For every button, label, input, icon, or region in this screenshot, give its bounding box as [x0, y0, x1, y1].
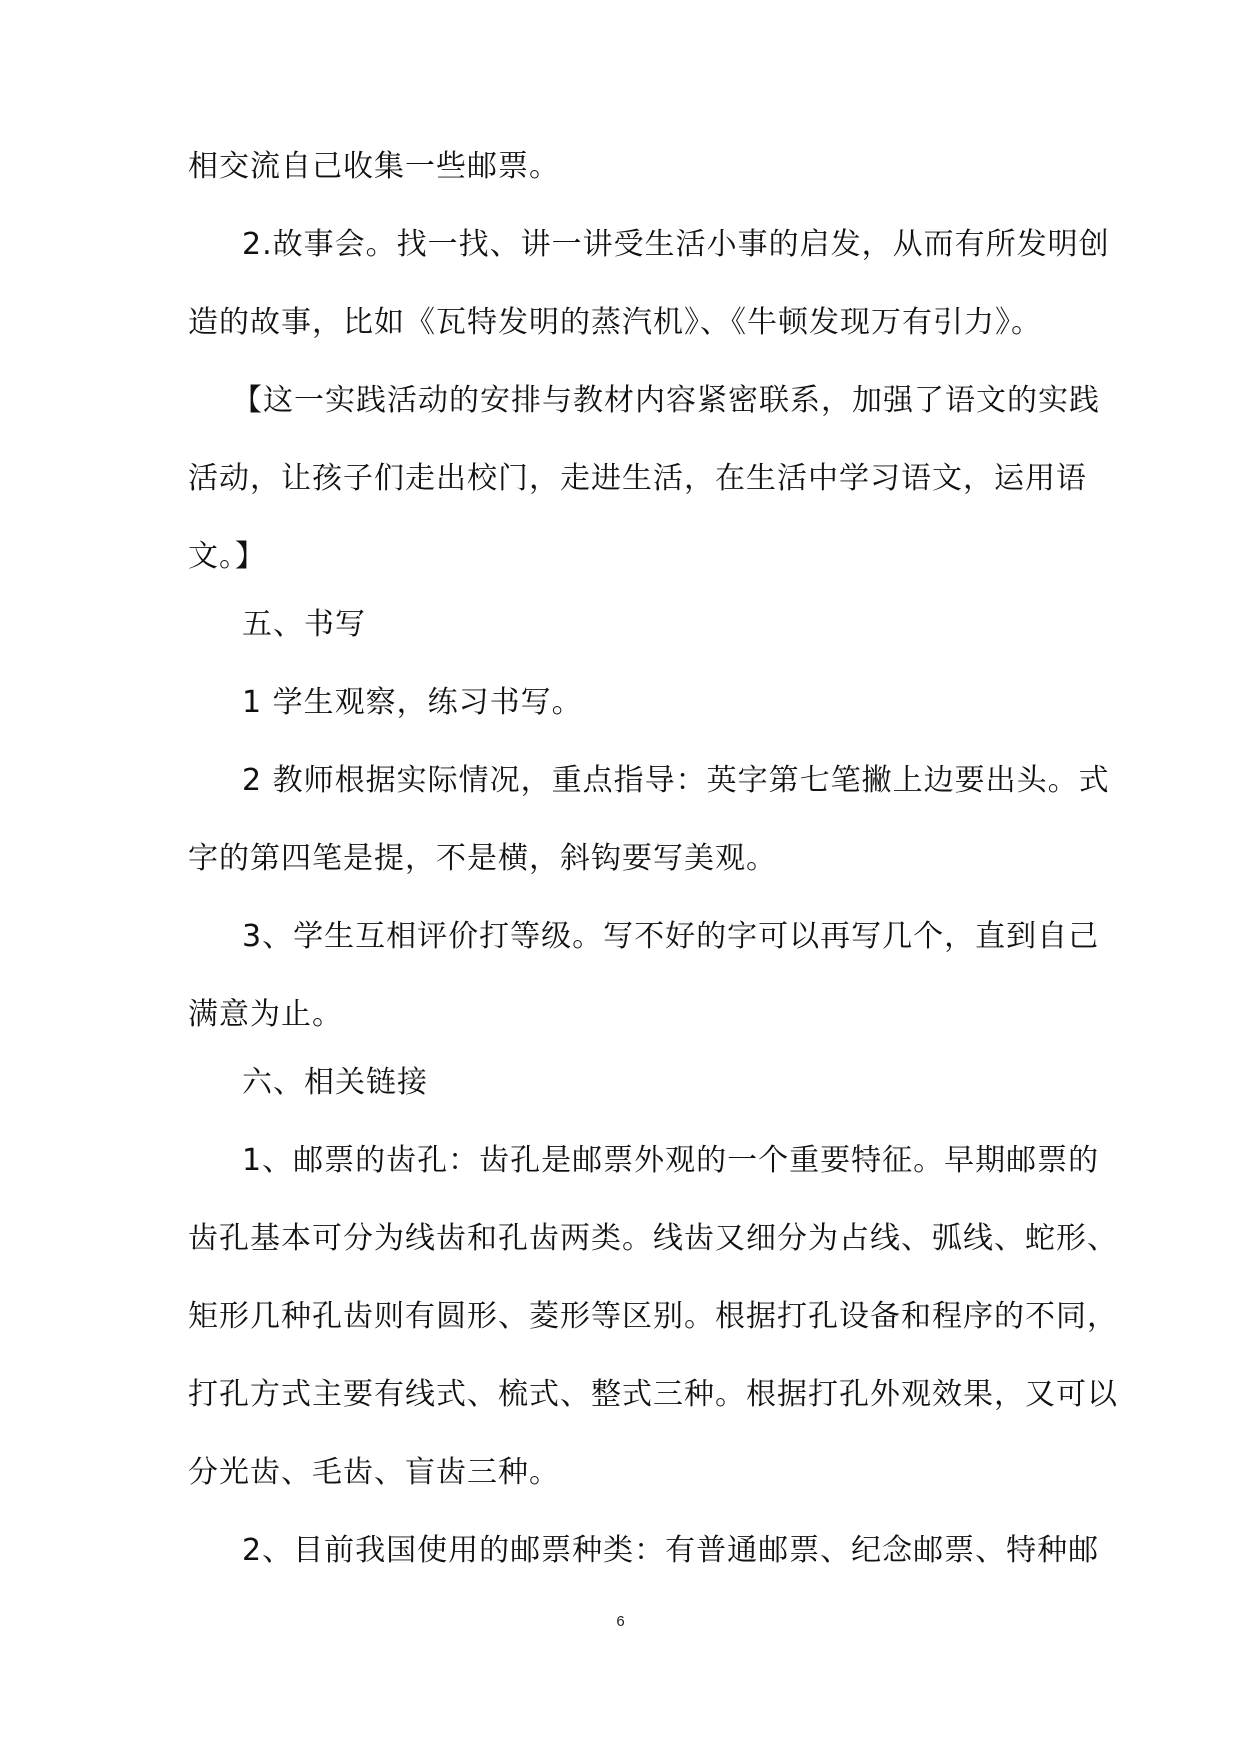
text-line: 矩形几种孔齿则有圆形、菱形等区别。根据打孔设备和程序的不同， [188, 1299, 1118, 1334]
page-number: 6 [616, 1613, 625, 1630]
text-line: 3、学生互相评价打等级。写不好的字可以再写几个，直到自己 [242, 919, 1100, 954]
text-line: 分光齿、毛齿、盲齿三种。 [188, 1455, 560, 1490]
text-line: 齿孔基本可分为线齿和孔齿两类。线齿又细分为占线、弧线、蛇形、 [188, 1221, 1118, 1256]
text-line: 满意为止。 [188, 997, 343, 1032]
text-line: 文。】 [188, 539, 266, 574]
section-heading: 六、相关链接 [242, 1065, 428, 1100]
text-line: 字的第四笔是提，不是横，斜钩要写美观。 [188, 841, 777, 876]
text-line: 2 教师根据实际情况，重点指导：英字第七笔撇上边要出头。式 [242, 763, 1110, 798]
text-line: 【这一实践活动的安排与教材内容紧密联系，加强了语文的实践 [232, 383, 1100, 418]
text-line: 1、邮票的齿孔：齿孔是邮票外观的一个重要特征。早期邮票的 [242, 1143, 1100, 1178]
text-line: 1 学生观察，练习书写。 [242, 685, 583, 720]
text-line: 2、目前我国使用的邮票种类：有普通邮票、纪念邮票、特种邮 [242, 1533, 1100, 1568]
text-line: 活动，让孩子们走出校门，走进生活，在生活中学习语文，运用语 [188, 461, 1087, 496]
section-heading: 五、书写 [242, 607, 366, 642]
text-line: 造的故事，比如《瓦特发明的蒸汽机》、《牛顿发现万有引力》。 [188, 305, 1042, 340]
text-line: 打孔方式主要有线式、梳式、整式三种。根据打孔外观效果，又可以 [188, 1377, 1118, 1412]
text-line: 2.故事会。找一找、讲一讲受生活小事的启发，从而有所发明创 [242, 227, 1110, 262]
text-line: 相交流自己收集一些邮票。 [188, 149, 560, 184]
